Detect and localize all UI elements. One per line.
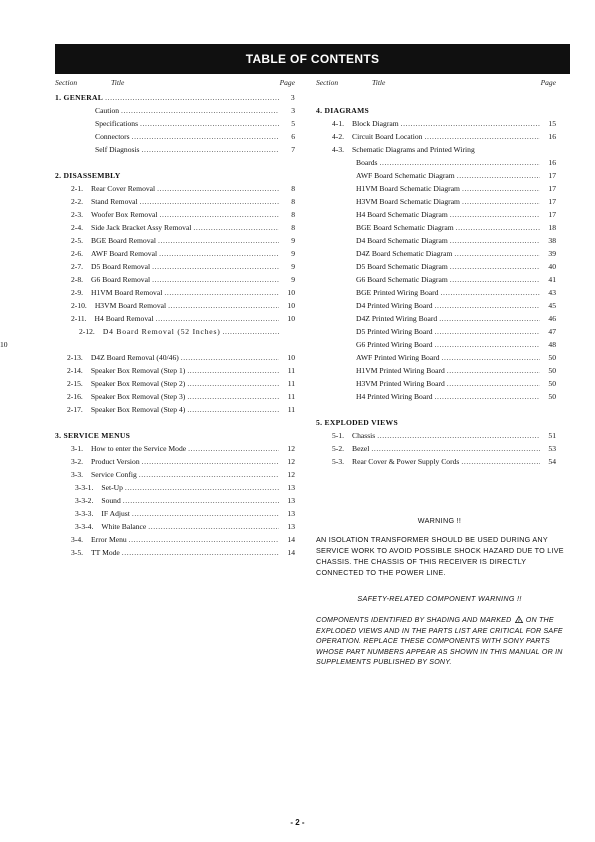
toc-entry-page: 40 <box>548 262 556 271</box>
toc-entry-page: 10 <box>287 301 295 310</box>
toc-entry-page: 17 <box>548 171 556 180</box>
leader-dots <box>424 130 540 143</box>
toc-entry-page: 9 <box>291 275 295 284</box>
toc-entry[interactable] <box>55 351 295 364</box>
toc-entry-title: H4 Board Removal <box>94 314 154 323</box>
toc-entry-number: 2-7. <box>71 262 84 271</box>
leader-dots <box>187 390 279 403</box>
leader-dots <box>122 546 279 559</box>
toc-entry[interactable] <box>316 221 556 234</box>
warning-triangle-icon <box>515 616 523 623</box>
section-heading-label: 1. GENERAL <box>55 93 104 102</box>
toc-entry-title: D5 Board Removal <box>91 262 151 271</box>
leader-dots <box>105 91 279 104</box>
toc-entry-page: 51 <box>548 431 556 440</box>
toc-entry-page: 11 <box>287 366 295 375</box>
column-header-title: Title <box>111 78 125 87</box>
toc-entry[interactable] <box>316 429 556 442</box>
toc-entry-title: H3VM Board Schematic Diagram <box>356 197 460 206</box>
leader-dots <box>450 260 540 273</box>
toc-entry-number: 3-3-4. <box>75 522 94 531</box>
toc-entry-title: Error Menu <box>91 535 127 544</box>
toc-entry-page: 14 <box>287 535 295 544</box>
section-heading-label: 2. DISASSEMBLY <box>55 171 121 180</box>
toc-entry-page: 18 <box>548 223 556 232</box>
toc-entry-page: 17 <box>548 197 556 206</box>
toc-entry-page: 41 <box>548 275 556 284</box>
leader-dots <box>435 325 540 338</box>
toc-entry-page: 15 <box>548 119 556 128</box>
toc-entry[interactable] <box>0 338 295 351</box>
section-heading-label: 3. SERVICE MENUS <box>55 431 131 440</box>
toc-entry-title: Speaker Box Removal (Step 2) <box>90 379 186 388</box>
toc-entry-number: 2-5. <box>71 236 84 245</box>
leader-dots <box>454 247 540 260</box>
toc-entry[interactable] <box>316 156 556 169</box>
toc-entry-title: D5 Printed Wiring Board <box>356 327 433 336</box>
leader-dots <box>439 312 540 325</box>
toc-entry-number: 4-2. <box>332 132 345 141</box>
column-header-section: Section <box>55 78 78 87</box>
toc-entry-number: 2-17. <box>67 405 83 414</box>
toc-entry-number: 2-4. <box>71 223 84 232</box>
section-heading[interactable] <box>316 416 556 429</box>
toc-entry-title: Boards <box>356 158 378 167</box>
leader-dots <box>450 234 540 247</box>
toc-entry[interactable] <box>316 169 556 182</box>
toc-entry[interactable] <box>316 338 556 351</box>
toc-entry-page: 39 <box>548 249 556 258</box>
toc-entry[interactable] <box>55 390 295 403</box>
toc-entry-title: H1VM Board Removal <box>91 288 163 297</box>
toc-entry[interactable] <box>55 468 295 481</box>
toc-entry-title: Rear Cover & Power Supply Cords <box>352 457 460 466</box>
toc-entry[interactable] <box>55 104 295 117</box>
toc-entry-title: Service Config <box>91 470 137 479</box>
toc-entry-title: Set-Up <box>101 483 123 492</box>
leader-dots <box>450 273 540 286</box>
toc-entry-page: 17 <box>548 210 556 219</box>
toc-entry[interactable] <box>316 286 556 299</box>
toc-entry[interactable] <box>316 325 556 338</box>
toc-entry-number: 3-3-1. <box>75 483 94 492</box>
column-header-section: Section <box>316 78 339 87</box>
safety-body-after: ON THE EXPLODED VIEWS AND IN THE PARTS LIST ARE CRITICAL FOR SAFE OPERATION. REPLACE THESE COMPONENTS WITH SONY PARTS WHOSE PART NUMBERS APPEAR AS SHOWN IN THIS MANUAL OR IN SUPPLEMENTS PUBLISHED BY SONY. <box>316 616 563 666</box>
leader-dots <box>223 325 279 338</box>
toc-entry-page: 12 <box>287 457 295 466</box>
toc-entry-title: AWF Board Removal <box>91 249 158 258</box>
toc-entry[interactable] <box>55 533 295 546</box>
toc-entry[interactable] <box>55 507 295 520</box>
toc-entry[interactable] <box>55 546 295 559</box>
section-gap <box>316 91 556 104</box>
section-heading[interactable] <box>55 91 295 104</box>
leader-dots <box>447 377 540 390</box>
toc-entry-page: 8 <box>291 210 295 219</box>
toc-entry-number: 2-1. <box>71 184 84 193</box>
toc-entry[interactable] <box>55 312 295 325</box>
toc-entry-page: 38 <box>548 236 556 245</box>
toc-entry-title: Chassis <box>352 431 376 440</box>
leader-dots <box>140 195 279 208</box>
leader-dots <box>380 156 540 169</box>
section-gap <box>316 403 556 416</box>
safety-warning-title: SAFETY-RELATED COMPONENT WARNING !! <box>357 594 522 603</box>
leader-dots <box>121 104 279 117</box>
toc-entry[interactable] <box>55 520 295 533</box>
leader-dots <box>442 351 540 364</box>
section-gap <box>55 156 295 169</box>
leader-dots <box>156 312 279 325</box>
toc-entry-page: 16 <box>548 158 556 167</box>
toc-entry[interactable] <box>316 195 556 208</box>
section-heading-label: 5. EXPLODED VIEWS <box>316 418 398 427</box>
safety-warning-body <box>316 615 568 668</box>
toc-entry[interactable] <box>55 273 295 286</box>
toc-entry-title: Sound <box>101 496 121 505</box>
toc-entry[interactable] <box>55 143 295 156</box>
toc-entry-number: 3-3-3. <box>75 509 94 518</box>
toc-entry-title: Specifications <box>95 119 139 128</box>
toc-entry-title: H1VM Printed Wiring Board <box>356 366 445 375</box>
toc-entry-number: 5-2. <box>332 444 345 453</box>
toc-entry-page: 54 <box>548 457 556 466</box>
toc-entry[interactable] <box>316 234 556 247</box>
toc-entry-title: D5 Board Schematic Diagram <box>356 262 448 271</box>
toc-entry-title: TT Mode <box>91 548 120 557</box>
toc-entry-page: 50 <box>548 366 556 375</box>
toc-entry-number: 2-13. <box>67 353 83 362</box>
toc-entry-number: 3-1. <box>71 444 84 453</box>
toc-entry[interactable] <box>316 182 556 195</box>
toc-entry-page: 10 <box>287 288 295 297</box>
toc-entry-number: 2-14. <box>67 366 83 375</box>
toc-entry[interactable] <box>316 117 556 130</box>
toc-entry[interactable] <box>55 325 295 338</box>
section-heading-page: 3 <box>290 93 295 102</box>
toc-entry-number: 2-11. <box>71 314 87 323</box>
toc-entry[interactable] <box>55 377 295 390</box>
toc-entry-title: G6 Printed Wiring Board <box>356 340 433 349</box>
toc-entry-page: 5 <box>291 119 295 128</box>
toc-entry-page: 53 <box>548 444 556 453</box>
toc-entry-title: Stand Removal <box>91 197 138 206</box>
toc-entry[interactable] <box>55 182 295 195</box>
column-header <box>316 76 556 91</box>
leader-dots <box>129 533 279 546</box>
toc-entry-page: 12 <box>287 470 295 479</box>
leader-dots <box>181 351 279 364</box>
leader-dots <box>401 117 540 130</box>
toc-entry-page: 12 <box>287 444 295 453</box>
toc-entry-number: 3-2. <box>71 457 84 466</box>
toc-entry-title: H4 Printed Wiring Board <box>356 392 433 401</box>
toc-entry-number: 2-16. <box>67 392 83 401</box>
toc-entry-title: H4 Board Schematic Diagram <box>356 210 448 219</box>
leader-dots <box>157 182 279 195</box>
toc-entry-title: AWF Board Schematic Diagram <box>356 171 455 180</box>
toc-entry-page: 6 <box>291 132 295 141</box>
section-heading[interactable] <box>316 104 556 117</box>
toc-entry-title: AWF Printed Wiring Board <box>356 353 440 362</box>
toc-entry-title: Self Diagnosis <box>95 145 140 154</box>
leader-dots <box>140 117 279 130</box>
toc-entry-number: 4-1. <box>332 119 345 128</box>
toc-entry-title: D4Z Printed Wiring Board <box>356 314 438 323</box>
toc-entry[interactable] <box>316 364 556 377</box>
toc-entry-title: D4 Board Removal (52 Inches) <box>102 327 221 336</box>
toc-entry[interactable] <box>55 481 295 494</box>
leader-dots <box>139 468 279 481</box>
leader-dots <box>142 455 279 468</box>
toc-entry-page: 7 <box>291 145 295 154</box>
toc-entry-title: BGE Board Schematic Diagram <box>356 223 454 232</box>
section-gap <box>55 416 295 429</box>
leader-dots <box>187 364 279 377</box>
toc-entry-title: D4 Printed Wiring Board <box>356 301 433 310</box>
leader-dots <box>188 442 279 455</box>
toc-entry-title: D4Z Board Removal (40/46) <box>90 353 179 362</box>
leader-dots <box>371 442 540 455</box>
toc-entry[interactable] <box>55 130 295 143</box>
leader-dots <box>187 403 279 416</box>
toc-entry-page: 3 <box>291 106 295 115</box>
toc-entry-title: Side Jack Bracket Assy Removal <box>91 223 192 232</box>
toc-entry-page: 8 <box>291 184 295 193</box>
leader-dots <box>123 494 279 507</box>
toc-entry-title: H3VM Printed Wiring Board <box>356 379 445 388</box>
leader-dots <box>435 299 540 312</box>
leader-dots <box>148 520 279 533</box>
toc-entry-page: 13 <box>287 496 295 505</box>
toc-entry-title: D4Z Board Schematic Diagram <box>356 249 453 258</box>
toc-entry-page: 11 <box>287 379 295 388</box>
leader-dots <box>132 507 279 520</box>
leader-dots <box>435 338 540 351</box>
toc-title-bar <box>55 44 570 74</box>
toc-entry-title: Schematic Diagrams and Printed Wiring <box>352 145 475 154</box>
toc-entry-number: 2-15. <box>67 379 83 388</box>
toc-entry-title: Connectors <box>95 132 130 141</box>
toc-entry[interactable] <box>316 299 556 312</box>
toc-entry-page: 47 <box>548 327 556 336</box>
toc-entry[interactable] <box>316 390 556 403</box>
toc-entry-page: 9 <box>291 262 295 271</box>
toc-entry[interactable] <box>55 299 295 312</box>
section-heading[interactable] <box>55 169 295 182</box>
toc-entry[interactable] <box>316 273 556 286</box>
toc-entry-page: 14 <box>287 548 295 557</box>
toc-title: TABLE OF CONTENTS <box>245 52 380 66</box>
leader-dots <box>158 234 279 247</box>
toc-entry-title: Circuit Board Location <box>352 132 423 141</box>
toc-entry-page: 43 <box>548 288 556 297</box>
toc-entry[interactable] <box>55 403 295 416</box>
toc-entry-number: 4-3. <box>332 145 345 154</box>
section-heading[interactable] <box>55 429 295 442</box>
toc-entry[interactable] <box>316 377 556 390</box>
toc-entry-page: 10 <box>287 353 295 362</box>
toc-entry-title: H1VM Board Schematic Diagram <box>356 184 460 193</box>
leader-dots <box>159 208 279 221</box>
warning-body: AN ISOLATION TRANSFORMER SHOULD BE USED DURING ANY SERVICE WORK TO AVOID POSSIBLE SHOCK HAZARD DUE TO LIVE CHASSIS. THE CHASSIS OF THIS RECEIVER IS DIRECTLY CONNECTED TO THE POWER LINE. <box>316 535 564 577</box>
toc-entry-title: White Balance <box>101 522 147 531</box>
leader-dots <box>456 221 540 234</box>
leader-dots <box>193 221 279 234</box>
toc-entry-title: G6 Board Removal <box>91 275 151 284</box>
toc-entry-page: 50 <box>548 353 556 362</box>
toc-entry-title: Speaker Box Removal (Step 1) <box>90 366 186 375</box>
toc-entry-title: G6 Board Schematic Diagram <box>356 275 448 284</box>
leader-dots <box>187 377 279 390</box>
leader-dots <box>440 286 540 299</box>
toc-entry[interactable] <box>55 208 295 221</box>
column-header <box>55 76 295 91</box>
toc-entry[interactable] <box>55 221 295 234</box>
toc-entry-page: 13 <box>287 483 295 492</box>
toc-entry[interactable] <box>55 455 295 468</box>
toc-entry-number: 2-12. <box>79 327 95 336</box>
toc-entry-page: 8 <box>291 197 295 206</box>
toc-entry-number: 5-1. <box>332 431 345 440</box>
toc-entry-page-continued: 10 <box>0 340 8 349</box>
leader-dots <box>164 286 279 299</box>
column-header-page: Page <box>540 78 556 87</box>
leader-dots <box>152 273 279 286</box>
toc-entry-number: 5-3. <box>332 457 345 466</box>
toc-entry-title: Block Diagram <box>352 119 399 128</box>
page-number: - 2 - <box>290 818 305 827</box>
toc-entry[interactable] <box>316 130 556 143</box>
leader-dots <box>457 169 540 182</box>
toc-entry-title: Caution <box>95 106 120 115</box>
toc-entry[interactable] <box>316 260 556 273</box>
toc-entry-number: 3-3-2. <box>75 496 94 505</box>
toc-entry-page: 50 <box>548 379 556 388</box>
section-heading-label: 4. DIAGRAMS <box>316 106 370 115</box>
column-header-page: Page <box>279 78 295 87</box>
toc-entry-number: 3-3. <box>71 470 84 479</box>
toc-entry[interactable] <box>55 494 295 507</box>
toc-entry-page: 13 <box>287 509 295 518</box>
toc-entry-page: 16 <box>548 132 556 141</box>
toc-entry[interactable] <box>316 455 556 468</box>
toc-entry[interactable] <box>55 286 295 299</box>
leader-dots <box>435 390 540 403</box>
toc-entry-number: 2-10. <box>71 301 87 310</box>
toc-entry-number: 2-9. <box>71 288 84 297</box>
toc-entry-title: Rear Cover Removal <box>91 184 156 193</box>
leader-dots <box>450 208 540 221</box>
toc-entry[interactable] <box>55 364 295 377</box>
toc-left-column <box>0 76 295 559</box>
toc-entry[interactable] <box>316 312 556 325</box>
toc-entry[interactable] <box>55 247 295 260</box>
toc-entry-page: 8 <box>291 223 295 232</box>
toc-entry-title: BGE Board Removal <box>91 236 156 245</box>
toc-entry-title: Woofer Box Removal <box>91 210 158 219</box>
toc-entry-title: H3VM Board Removal <box>94 301 167 310</box>
toc-entry[interactable] <box>55 260 295 273</box>
toc-entry-page: 48 <box>548 340 556 349</box>
svg-text:!: ! <box>517 618 520 623</box>
toc-entry-page: 17 <box>548 184 556 193</box>
toc-entry[interactable] <box>55 195 295 208</box>
toc-entry-title: D4 Board Schematic Diagram <box>356 236 448 245</box>
toc-right-column <box>316 76 556 468</box>
leader-dots <box>159 247 279 260</box>
toc-entry-title: Product Version <box>91 457 140 466</box>
leader-dots <box>168 299 279 312</box>
toc-entry-title: Speaker Box Removal (Step 3) <box>90 392 186 401</box>
safety-body-before: COMPONENTS IDENTIFIED BY SHADING AND MARKED <box>316 616 512 624</box>
toc-entry[interactable] <box>316 247 556 260</box>
toc-entry-number: 2-8. <box>71 275 84 284</box>
warning-title: WARNING !! <box>417 516 462 525</box>
leader-dots <box>462 195 540 208</box>
toc-entry-title: IF Adjust <box>101 509 130 518</box>
column-header-title: Title <box>372 78 386 87</box>
toc-entry-title: Speaker Box Removal (Step 4) <box>90 405 186 414</box>
leader-dots <box>447 364 540 377</box>
toc-entry[interactable] <box>55 117 295 130</box>
toc-entry-page: 9 <box>291 249 295 258</box>
toc-entry[interactable] <box>316 351 556 364</box>
toc-entry[interactable] <box>55 234 295 247</box>
toc-entry-page: 46 <box>548 314 556 323</box>
leader-dots <box>462 182 540 195</box>
toc-entry-number: 2-3. <box>71 210 84 219</box>
toc-entry-title: How to enter the Service Mode <box>91 444 187 453</box>
toc-entry[interactable] <box>316 143 556 156</box>
toc-entry-page: 9 <box>291 236 295 245</box>
toc-entry-title: BGE Printed Wiring Board <box>356 288 439 297</box>
toc-entry-page: 13 <box>287 522 295 531</box>
leader-dots <box>125 481 279 494</box>
toc-entry-page: 11 <box>287 392 295 401</box>
toc-entry-title: Bezel <box>352 444 370 453</box>
leader-dots <box>377 429 540 442</box>
toc-entry-page: 10 <box>287 314 295 323</box>
toc-entry-number: 3-5. <box>71 548 84 557</box>
toc-entry[interactable] <box>55 442 295 455</box>
toc-entry-number: 2-2. <box>71 197 84 206</box>
leader-dots <box>132 130 279 143</box>
leader-dots <box>461 455 540 468</box>
leader-dots <box>142 143 279 156</box>
leader-dots <box>152 260 279 273</box>
toc-entry-number: 2-6. <box>71 249 84 258</box>
toc-entry-number: 3-4. <box>71 535 84 544</box>
toc-entry-page: 50 <box>548 392 556 401</box>
toc-entry-page: 11 <box>287 405 295 414</box>
toc-entry-page: 45 <box>548 301 556 310</box>
toc-entry[interactable] <box>316 442 556 455</box>
toc-entry[interactable] <box>316 208 556 221</box>
